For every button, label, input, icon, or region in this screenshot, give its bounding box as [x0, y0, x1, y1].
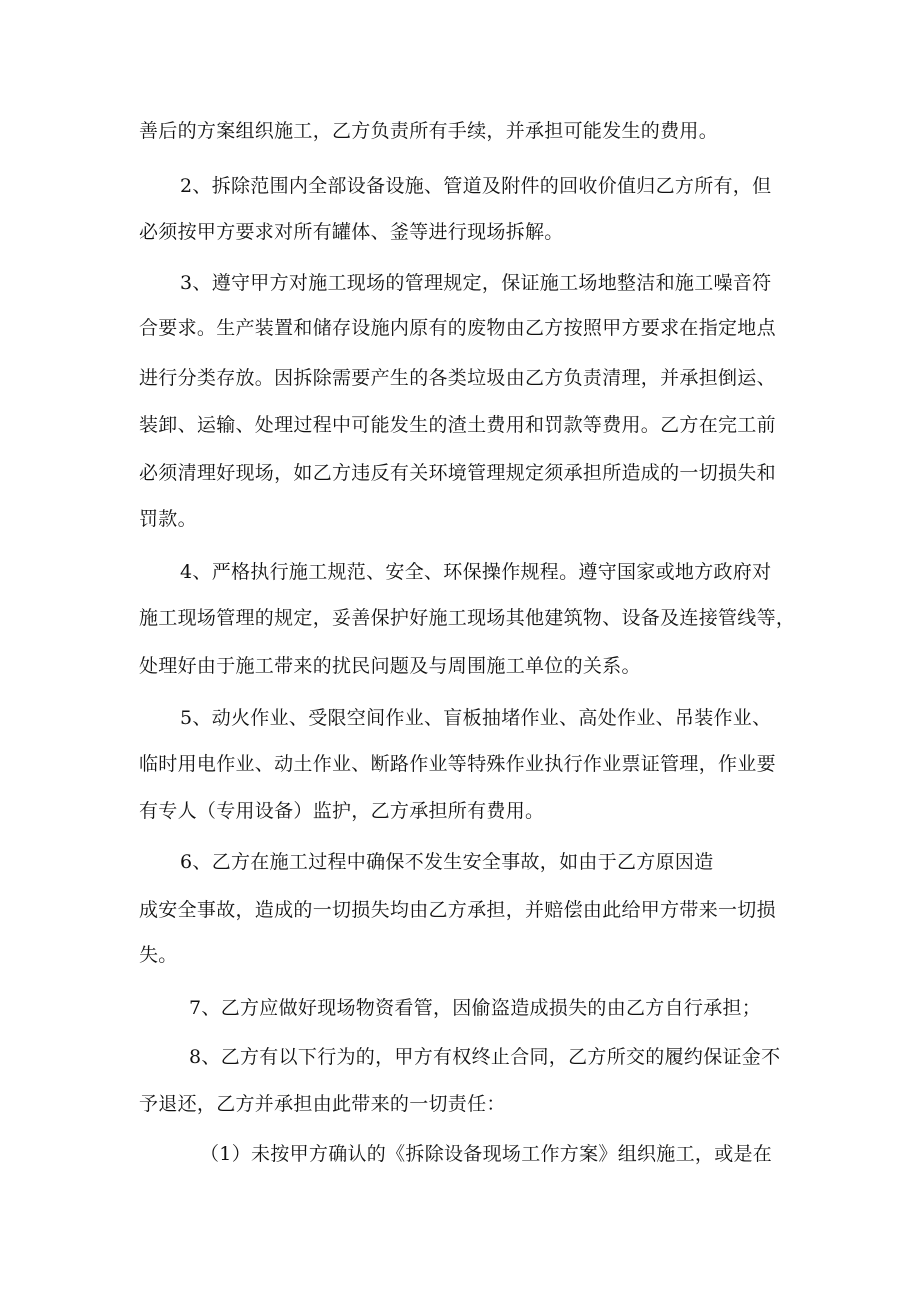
text-line: 成安全事故，造成的一切损失均由乙方承担，并赔偿由此给甲方带来一切损 — [139, 899, 776, 921]
text-line: 予退还，乙方并承担由此带来的一切责任： — [139, 1093, 506, 1115]
text-line: 4、严格执行施工规范、安全、环保操作规程。遵守国家或地方政府对 — [180, 561, 772, 583]
text-line: 施工现场管理的规定，妥善保护好施工现场其他建筑物、设备及连接管线等， — [139, 607, 796, 629]
text-line: 善后的方案组织施工，乙方负责所有手续，并承担可能发生的费用。 — [139, 120, 719, 142]
text-line: 有专人（专用设备）监护，乙方承担所有费用。 — [139, 800, 545, 822]
text-line: 必须按甲方要求对所有罐体、釜等进行现场拆解。 — [139, 221, 564, 243]
text-line: 装卸、运输、处理过程中可能发生的渣土费用和罚款等费用。乙方在完工前 — [139, 414, 776, 436]
text-line: 临时用电作业、动土作业、断路作业等特殊作业执行作业票证管理，作业要 — [139, 753, 776, 775]
text-line: 8、乙方有以下行为的，甲方有权终止合同，乙方所交的履约保证金不 — [189, 1046, 781, 1068]
text-line: （1）未按甲方确认的《拆除设备现场工作方案》组织施工，或是在 — [200, 1143, 773, 1165]
text-line: 7、乙方应做好现场物资看管，因偷盗造成损失的由乙方自行承担； — [189, 997, 762, 1019]
text-line: 5、动火作业、受限空间作业、盲板抽堵作业、高处作业、吊装作业、 — [180, 707, 772, 729]
text-line: 6、乙方在施工过程中确保不发生安全事故，如由于乙方原因造 — [180, 851, 714, 873]
text-line: 合要求。生产装置和储存设施内原有的废物由乙方按照甲方要求在指定地点 — [139, 317, 776, 339]
text-line: 进行分类存放。因拆除需要产生的各类垃圾由乙方负责清理，并承担倒运、 — [139, 367, 776, 389]
text-line: 处理好由于施工带来的扰民问题及与周围施工单位的关系。 — [139, 655, 641, 677]
text-line: 2、拆除范围内全部设备设施、管道及附件的回收价值归乙方所有，但 — [180, 175, 772, 197]
text-line: 3、遵守甲方对施工现场的管理规定，保证施工场地整洁和施工噪音符 — [180, 272, 772, 294]
text-line: 罚款。 — [139, 508, 197, 530]
text-line: 必须清理好现场，如乙方违反有关环境管理规定须承担所造成的一切损失和 — [139, 462, 776, 484]
text-line: 失。 — [139, 944, 178, 966]
